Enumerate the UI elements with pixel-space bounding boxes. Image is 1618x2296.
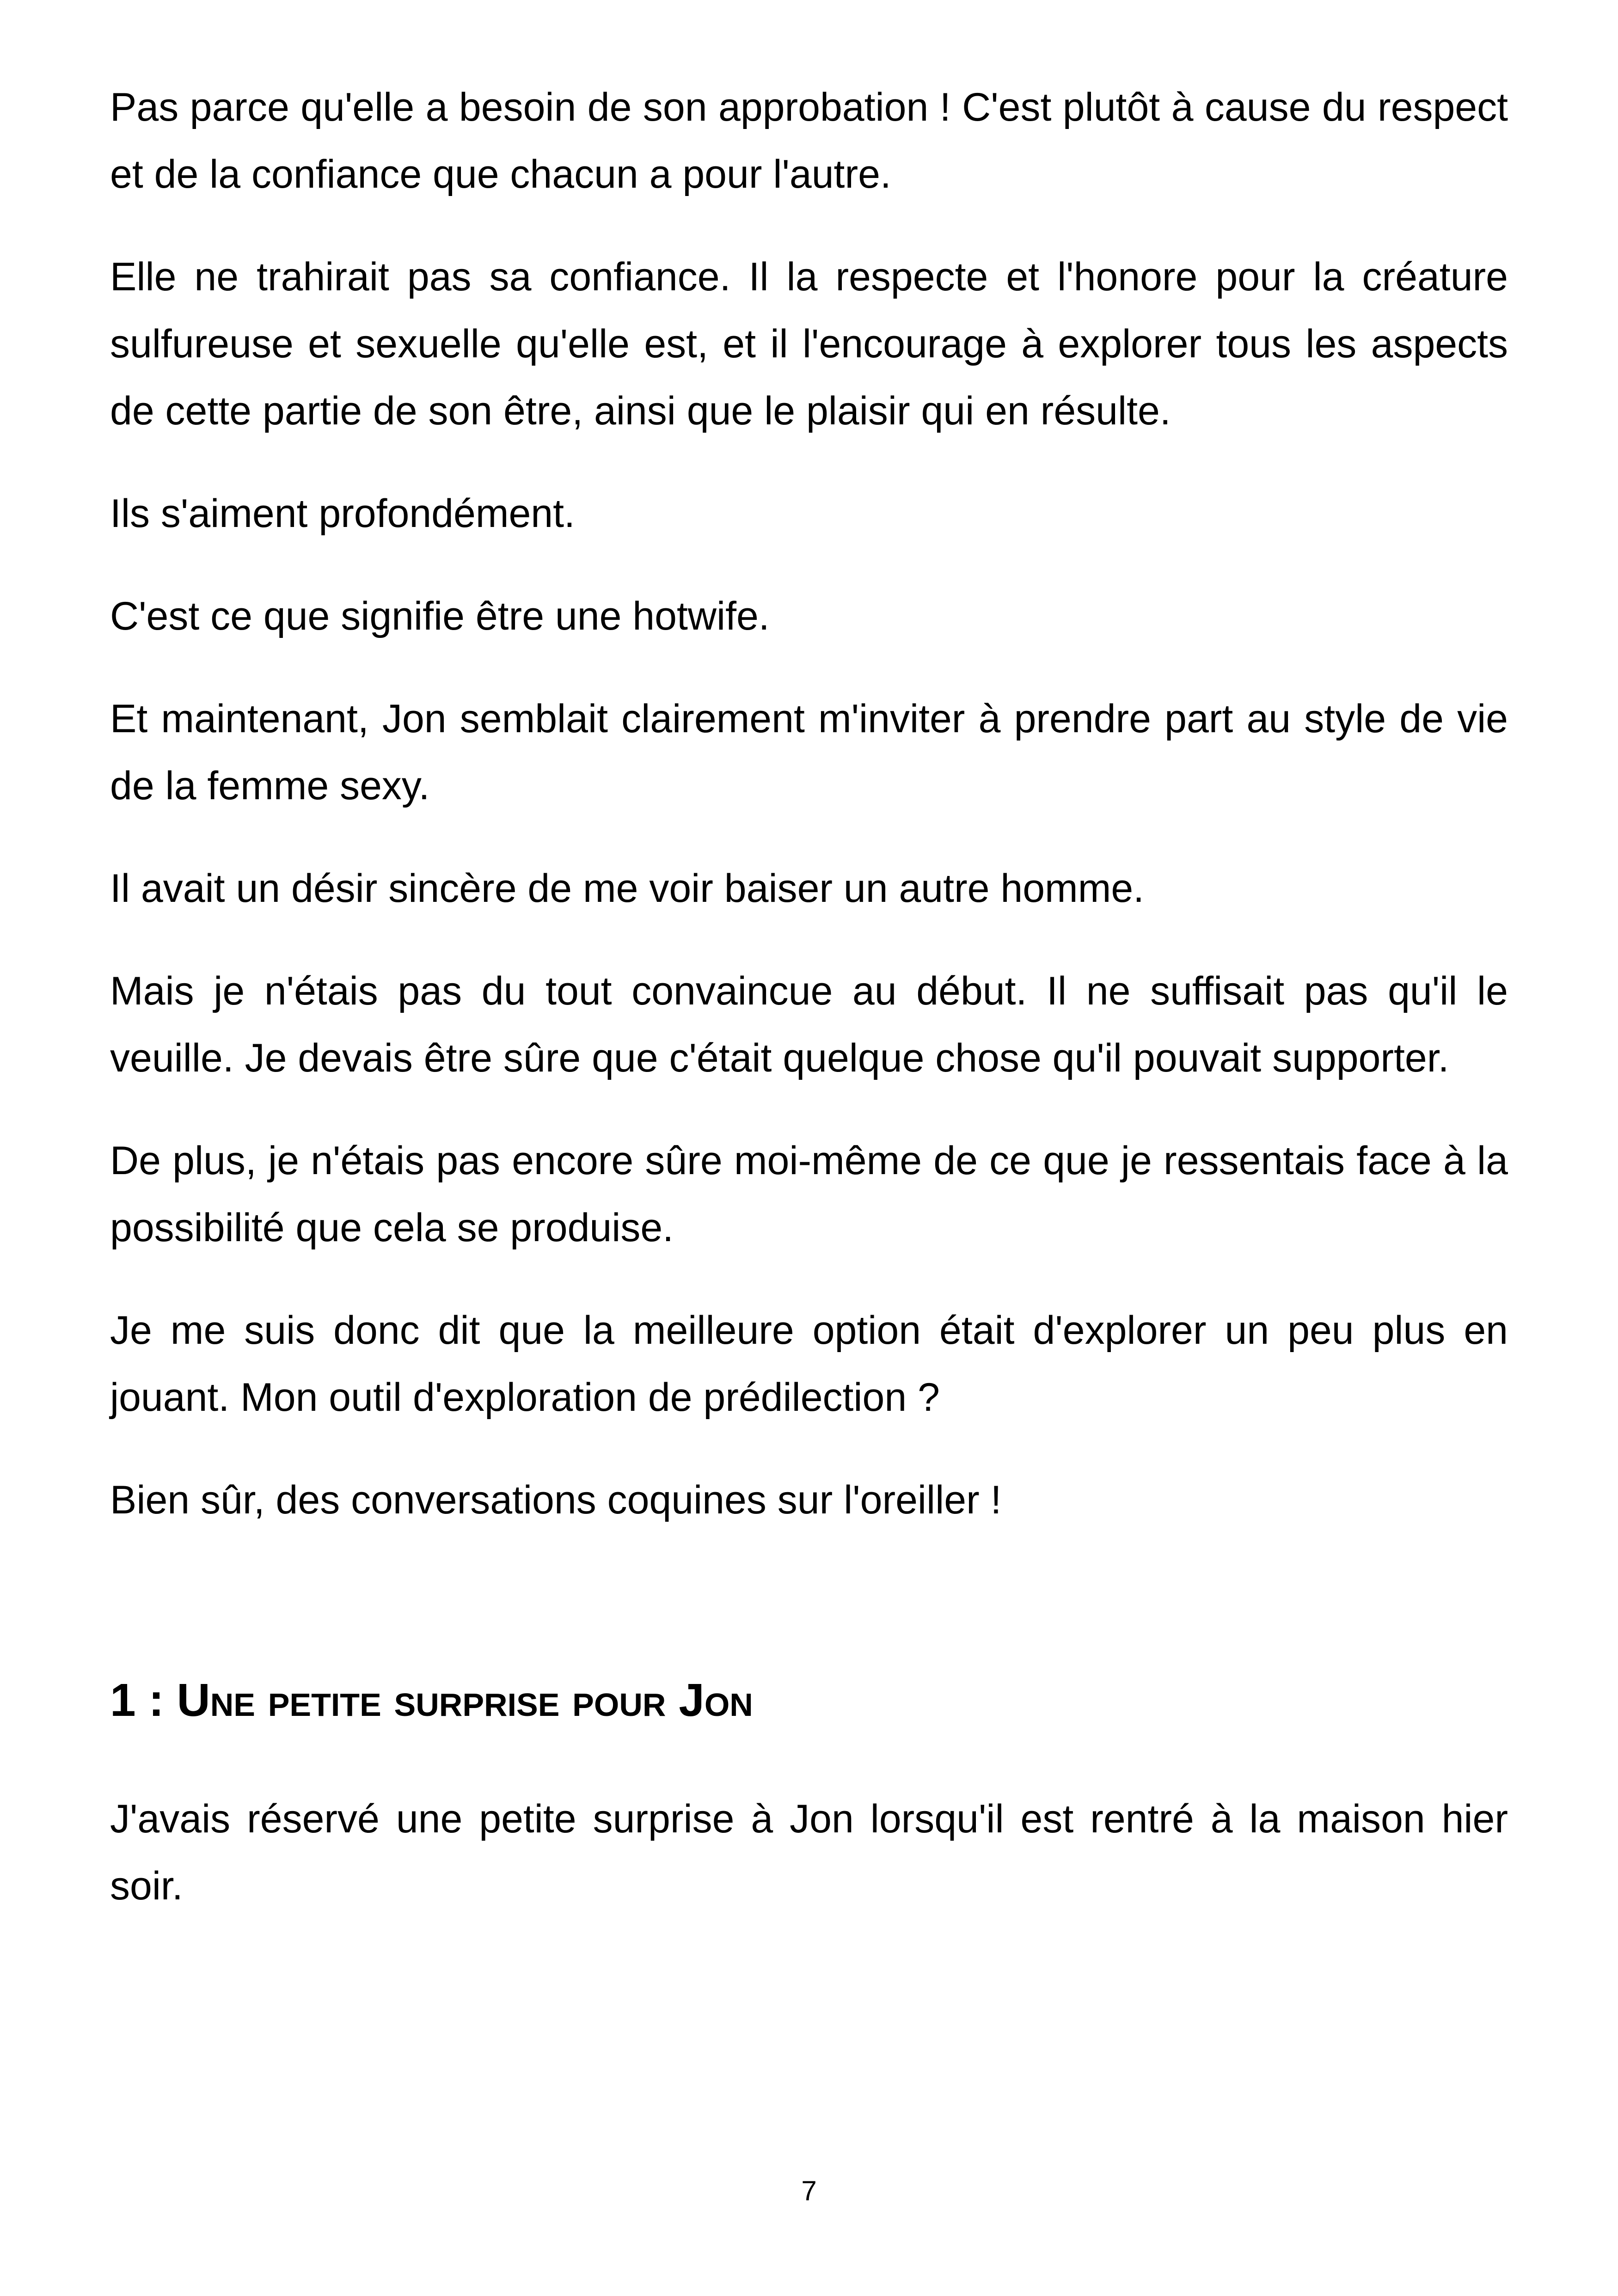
- paragraph: J'avais réservé une petite surprise à Jon lorsqu'il est rentré à la maison hier soir.: [110, 1797, 1508, 1908]
- paragraph: Je me suis donc dit que la meilleure option était d'explorer un peu plus en jouant. Mon outil d'exploration de prédilection ?: [110, 1308, 1508, 1420]
- chapter-heading: 1 : Une petite surprise pour Jon: [110, 1674, 753, 1726]
- paragraph: Bien sûr, des conversations coquines sur l'oreiller !: [110, 1478, 1002, 1522]
- paragraph: Ils s'aiment profondément.: [110, 491, 575, 536]
- paragraph: Il avait un désir sincère de me voir baiser un autre homme.: [110, 866, 1145, 911]
- paragraph: De plus, je n'étais pas encore sûre moi-même de ce que je ressentais face à la possibilité que cela se produise.: [110, 1139, 1508, 1250]
- page-body: [110, 74, 1508, 1955]
- paragraph: Mais je n'étais pas du tout convaincue au début. Il ne suffisait pas qu'il le veuille. Je devais être sûre que c'était quelque chose qu'il pouvait supporter.: [110, 969, 1508, 1080]
- paragraph: C'est ce que signifie être une hotwife.: [110, 594, 770, 638]
- paragraph: Elle ne trahirait pas sa confiance. Il la respecte et l'honore pour la créature sulfureuse et sexuelle qu'elle est, et il l'encourage à explorer tous les aspects de cette partie de son être, ainsi que le plaisir qui en résulte.: [110, 255, 1508, 433]
- paragraph: Pas parce qu'elle a besoin de son approbation ! C'est plutôt à cause du respect et de la confiance que chacun a pour l'autre.: [110, 85, 1508, 196]
- page-number: 7: [801, 2175, 817, 2206]
- paragraph: Et maintenant, Jon semblait clairement m'inviter à prendre part au style de vie de la femme sexy.: [110, 697, 1508, 808]
